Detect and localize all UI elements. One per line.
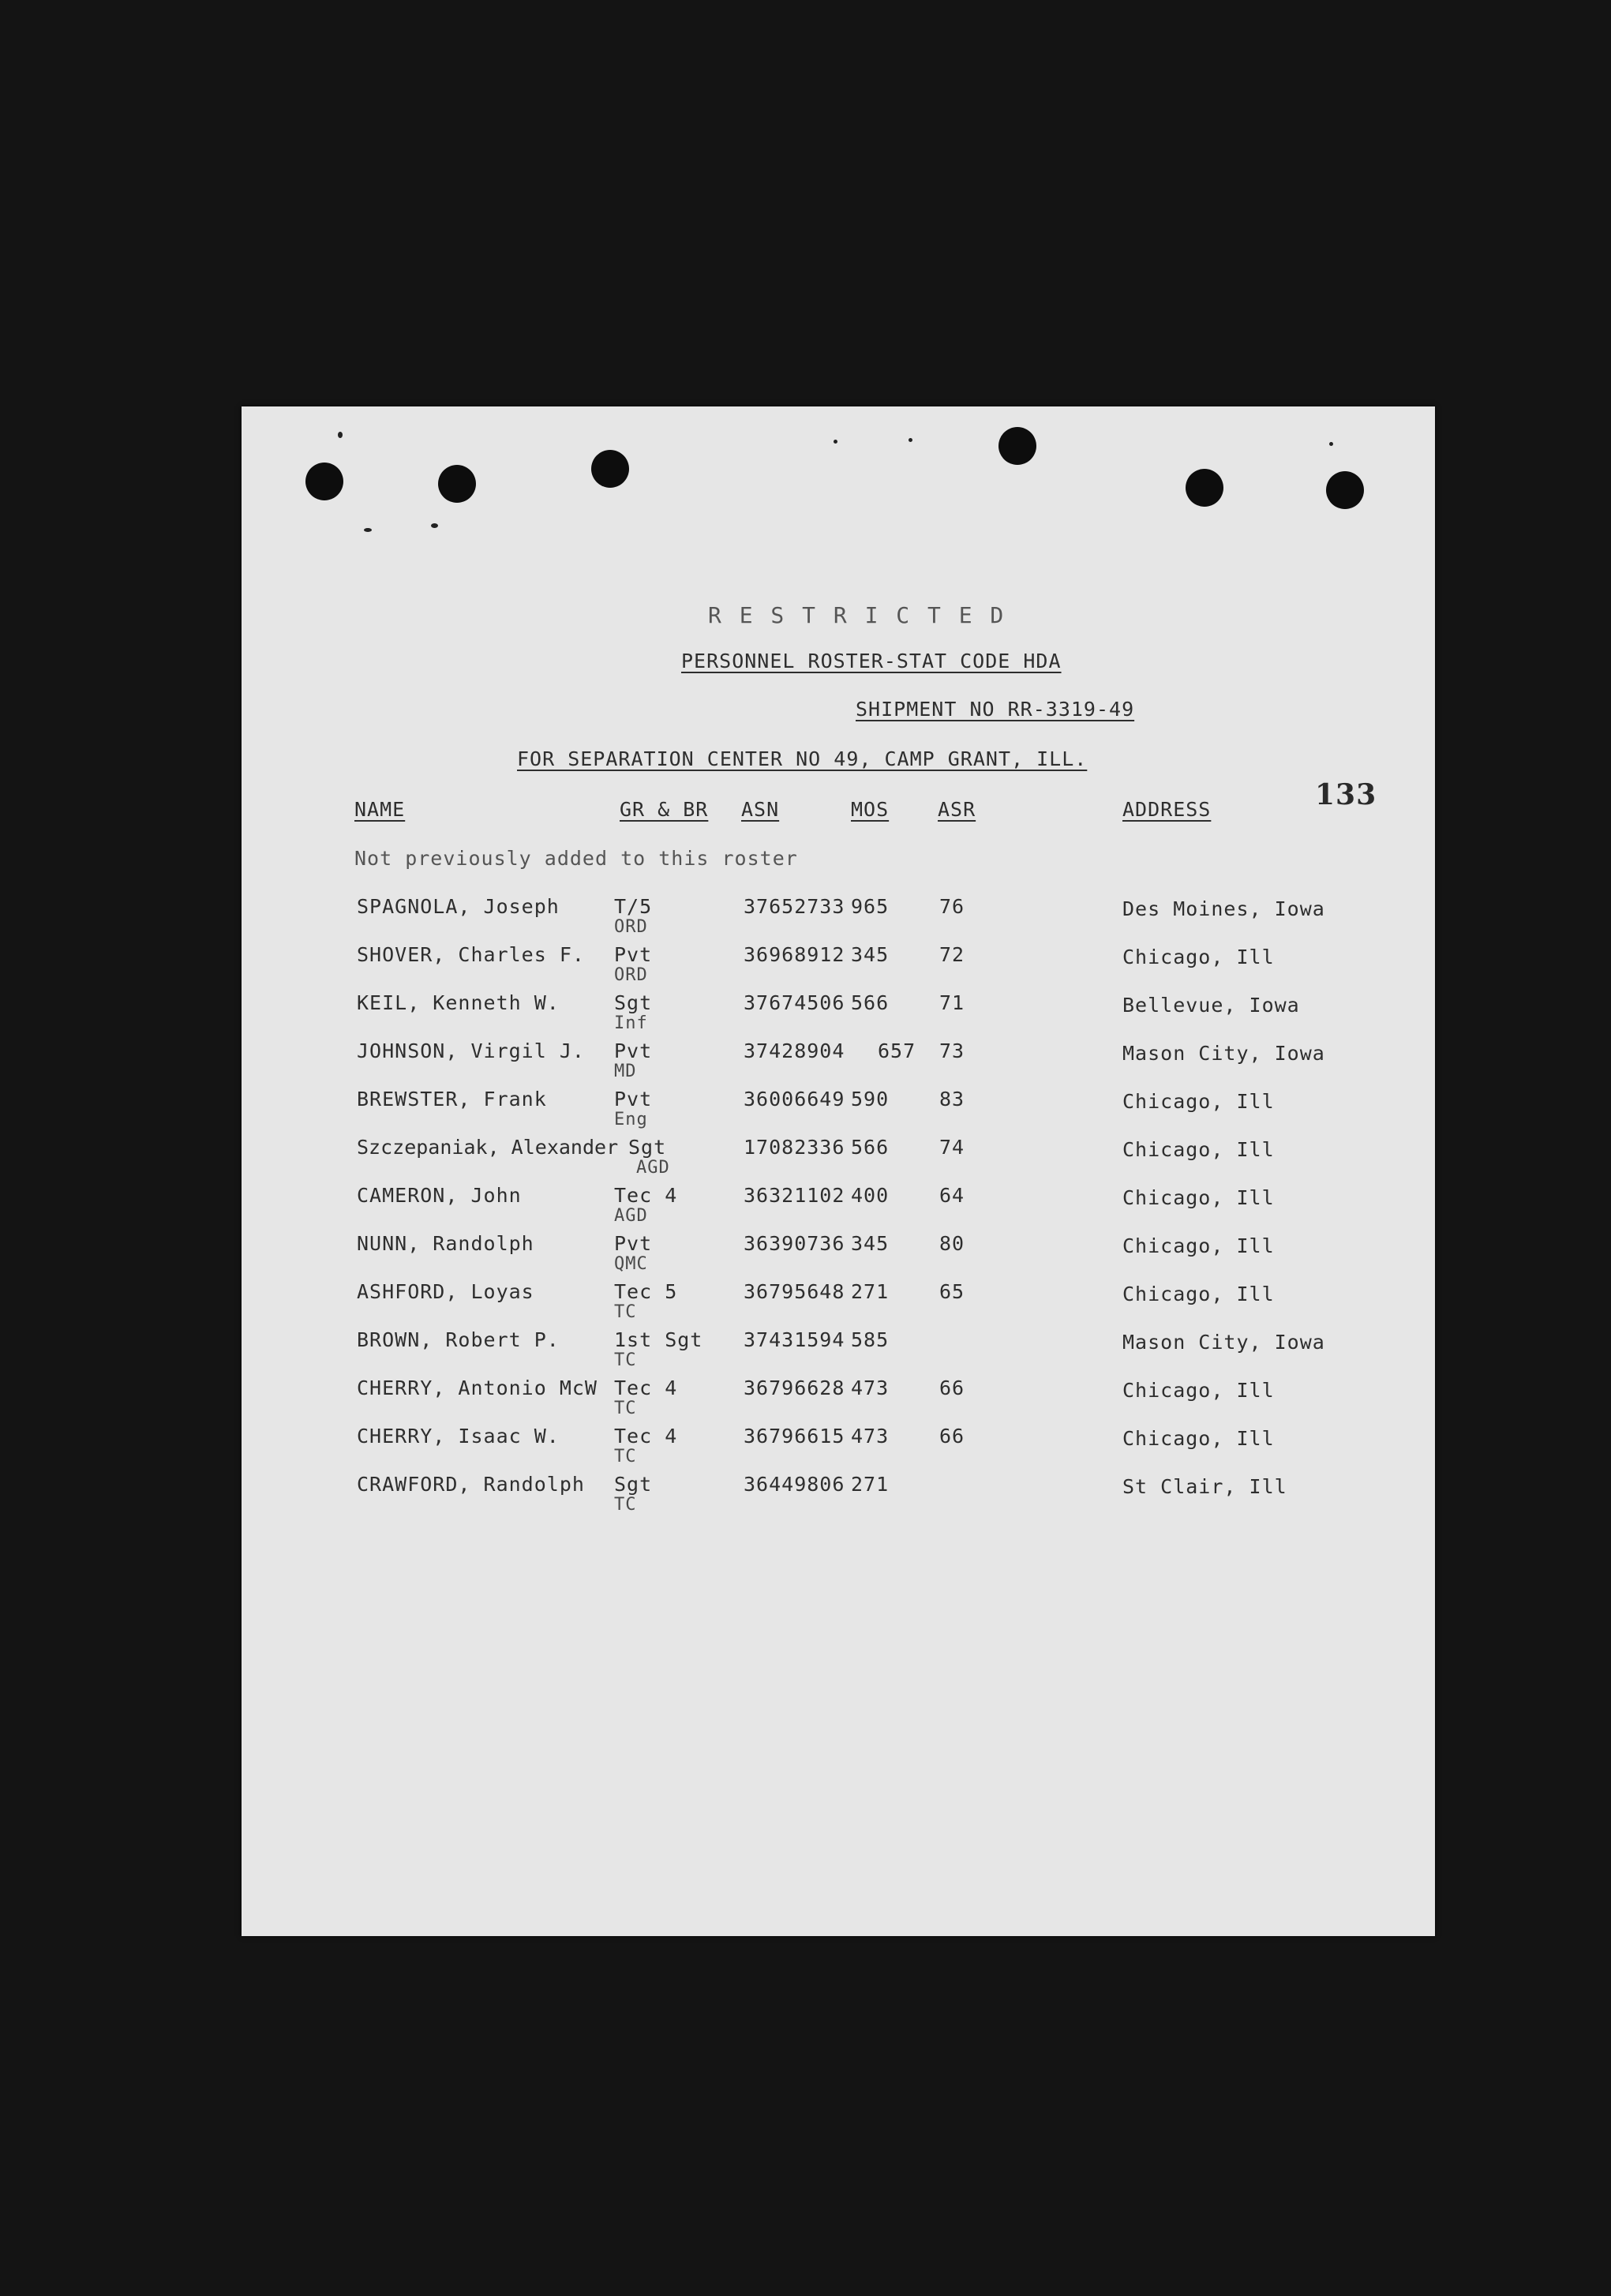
punch-hole	[305, 463, 343, 500]
address: Bellevue, Iowa	[1122, 994, 1300, 1017]
paper-speck	[364, 528, 372, 532]
grade: Pvt	[614, 1039, 653, 1062]
header-asr: ASR	[938, 798, 976, 821]
header-gr-br: GR & BR	[620, 798, 709, 821]
branch: QMC	[614, 1254, 648, 1274]
paper-speck	[909, 438, 912, 442]
address: Des Moines, Iowa	[1122, 897, 1325, 920]
soldier-name: CRAWFORD, Randolph	[357, 1473, 585, 1496]
asr: 65	[939, 1280, 965, 1303]
soldier-name: BROWN, Robert P.	[357, 1328, 560, 1351]
branch: AGD	[636, 1158, 670, 1178]
branch: ORD	[614, 917, 648, 937]
branch: AGD	[614, 1206, 648, 1226]
branch: TC	[614, 1399, 637, 1418]
asr: 64	[939, 1184, 965, 1207]
asr: 71	[939, 991, 965, 1014]
header-asn: ASN	[741, 798, 780, 821]
asr: 66	[939, 1425, 965, 1448]
asn: 36795648	[744, 1280, 845, 1303]
mos: 271	[851, 1280, 890, 1303]
punch-hole	[1326, 471, 1364, 509]
address: Chicago, Ill	[1122, 1283, 1275, 1305]
asr: 83	[939, 1088, 965, 1111]
paper-speck	[834, 440, 837, 444]
destination-line: FOR SEPARATION CENTER NO 49, CAMP GRANT, ILL.	[517, 747, 1088, 770]
soldier-name: SHOVER, Charles F.	[357, 943, 585, 966]
soldier-name: CHERRY, Antonio McW	[357, 1376, 598, 1399]
mos: 345	[851, 1232, 890, 1255]
asr: 76	[939, 895, 965, 918]
paper-speck	[1329, 442, 1333, 446]
grade: Pvt	[614, 1088, 653, 1111]
mos: 473	[851, 1376, 890, 1399]
mos: 657	[878, 1039, 916, 1062]
header-mos: MOS	[851, 798, 890, 821]
address: St Clair, Ill	[1122, 1475, 1287, 1498]
header-address: ADDRESS	[1122, 798, 1212, 821]
grade: Sgt	[614, 991, 653, 1014]
soldier-name: NUNN, Randolph	[357, 1232, 534, 1255]
grade: 1st Sgt	[614, 1328, 703, 1351]
address: Chicago, Ill	[1122, 1379, 1275, 1402]
punch-hole	[591, 450, 629, 488]
grade: Tec 4	[614, 1376, 678, 1399]
address: Chicago, Ill	[1122, 1090, 1275, 1113]
mos: 345	[851, 943, 890, 966]
branch: TC	[614, 1447, 637, 1466]
mos: 473	[851, 1425, 890, 1448]
mos: 965	[851, 895, 890, 918]
address: Mason City, Iowa	[1122, 1042, 1325, 1065]
grade: T/5	[614, 895, 653, 918]
asr: 74	[939, 1136, 965, 1159]
roster-title: PERSONNEL ROSTER-STAT CODE HDA	[681, 650, 1062, 672]
asr: 66	[939, 1376, 965, 1399]
shipment-number: SHIPMENT NO RR-3319-49	[856, 698, 1135, 721]
branch: ORD	[614, 965, 648, 985]
header-name: NAME	[354, 798, 406, 821]
soldier-name: CHERRY, Isaac W.	[357, 1425, 560, 1448]
punch-hole	[1186, 469, 1223, 507]
soldier-name: KEIL, Kenneth W.	[357, 991, 560, 1014]
soldier-name: ASHFORD, Loyas	[357, 1280, 534, 1303]
mos: 400	[851, 1184, 890, 1207]
address: Chicago, Ill	[1122, 1234, 1275, 1257]
asn: 36796628	[744, 1376, 845, 1399]
asn: 36968912	[744, 943, 845, 966]
punch-hole	[438, 465, 476, 503]
grade: Tec 4	[614, 1425, 678, 1448]
grade: Sgt	[614, 1473, 653, 1496]
soldier-name: CAMERON, John	[357, 1184, 522, 1207]
roster-page	[242, 406, 1435, 1936]
asr: 80	[939, 1232, 965, 1255]
paper-speck	[431, 523, 438, 528]
mos: 585	[851, 1328, 890, 1351]
mos: 566	[851, 1136, 890, 1159]
asn: 37431594	[744, 1328, 845, 1351]
asn: 36006649	[744, 1088, 845, 1111]
classification-heading: R E S T R I C T E D	[708, 602, 1006, 628]
asn: 36321102	[744, 1184, 845, 1207]
punch-hole	[998, 427, 1036, 465]
branch: TC	[614, 1495, 637, 1515]
asn: 37674506	[744, 991, 845, 1014]
branch: TC	[614, 1350, 637, 1370]
address: Chicago, Ill	[1122, 1186, 1275, 1209]
address: Chicago, Ill	[1122, 1427, 1275, 1450]
soldier-name: Szczepaniak, Alexander	[357, 1136, 619, 1159]
asn: 36390736	[744, 1232, 845, 1255]
grade: Pvt	[614, 1232, 653, 1255]
grade: Tec 5	[614, 1280, 678, 1303]
roster-note: Not previously added to this roster	[354, 847, 798, 870]
asn: 37652733	[744, 895, 845, 918]
branch: MD	[614, 1062, 637, 1081]
asn: 36796615	[744, 1425, 845, 1448]
paper-speck	[338, 432, 343, 438]
grade: Pvt	[614, 943, 653, 966]
asr: 72	[939, 943, 965, 966]
branch: Eng	[614, 1110, 648, 1129]
mos: 271	[851, 1473, 890, 1496]
asn: 37428904	[744, 1039, 845, 1062]
address: Mason City, Iowa	[1122, 1331, 1325, 1354]
soldier-name: JOHNSON, Virgil J.	[357, 1039, 585, 1062]
mos: 590	[851, 1088, 890, 1111]
asr: 73	[939, 1039, 965, 1062]
address: Chicago, Ill	[1122, 946, 1275, 968]
soldier-name: SPAGNOLA, Joseph	[357, 895, 560, 918]
branch: Inf	[614, 1013, 648, 1033]
asn: 17082336	[744, 1136, 845, 1159]
grade: Sgt	[628, 1136, 667, 1159]
page-number: 133	[1315, 778, 1377, 811]
grade: Tec 4	[614, 1184, 678, 1207]
soldier-name: BREWSTER, Frank	[357, 1088, 547, 1111]
asn: 36449806	[744, 1473, 845, 1496]
branch: TC	[614, 1302, 637, 1322]
mos: 566	[851, 991, 890, 1014]
address: Chicago, Ill	[1122, 1138, 1275, 1161]
